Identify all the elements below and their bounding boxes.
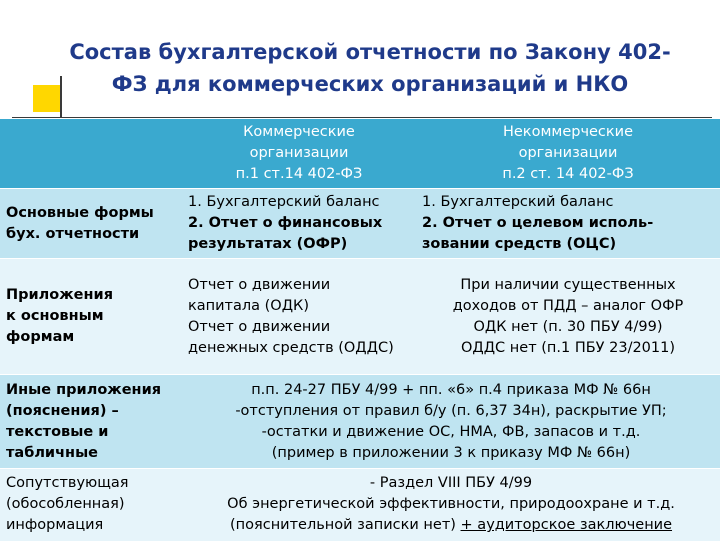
row-label-appendices: Приложения к основным формам: [0, 259, 182, 375]
title-line-1: Состав бухгалтерской отчетности по Закону 402-: [69, 40, 671, 64]
table-row: [0, 189, 720, 259]
cell-commercial-appendices: Отчет о движении капитала (ОДК) Отчет о движении денежных средств (ОДДС): [182, 259, 416, 375]
audit-report-note: + аудиторское заключение: [460, 517, 673, 534]
row-label-main-forms: Основные формы бух. отчетности: [0, 189, 182, 259]
table-row: [0, 259, 720, 375]
decorative-yellow-square: [33, 85, 60, 112]
cell-other-appendices: п.п. 24-27 ПБУ 4/99 + пп. «6» п.4 приказа МФ № 66н -отступления от правил б/у (п. 6,37 34н), раскрытие УП; -остатки и движение ОС, НМА, ФВ, запасов и т.д. (пример в приложении 3 к приказу МФ № 66н): [182, 375, 720, 469]
header-empty-cell: [0, 119, 182, 189]
reporting-table: [0, 118, 720, 541]
row-label-accompanying-info: Сопутствующая (обособленная) информация: [0, 469, 182, 541]
cell-accompanying-info: - Раздел VIII ПБУ 4/99 Об энергетической эффективности, природоохране и т.д. (пояснительной записки нет) + аудиторское заключение: [182, 469, 720, 541]
table-row: [0, 469, 720, 541]
cell-noncommercial-main-forms: 1. Бухгалтерский баланс 2. Отчет о целевом исполь- зовании средств (ОЦС): [416, 189, 720, 259]
header-commercial: Коммерческие организации п.1 ст.14 402-ФЗ: [182, 119, 416, 189]
decorative-vertical-line: [60, 76, 62, 118]
cell-commercial-main-forms: 1. Бухгалтерский баланс 2. Отчет о финансовых результатах (ОФР): [182, 189, 416, 259]
table-header-row: [0, 119, 720, 189]
row-label-other-appendices: Иные приложения (пояснения) – текстовые и табличные: [0, 375, 182, 469]
cell-noncommercial-appendices: При наличии существенных доходов от ПДД – аналог ОФР ОДК нет (п. 30 ПБУ 4/99) ОДДС нет (п.1 ПБУ 23/2011): [416, 259, 720, 375]
slide-title: [40, 36, 700, 100]
table-row: [0, 375, 720, 469]
title-line-2: ФЗ для коммерческих организаций и НКО: [111, 72, 629, 96]
header-noncommercial: Некоммерческие организации п.2 ст. 14 402-ФЗ: [416, 119, 720, 189]
